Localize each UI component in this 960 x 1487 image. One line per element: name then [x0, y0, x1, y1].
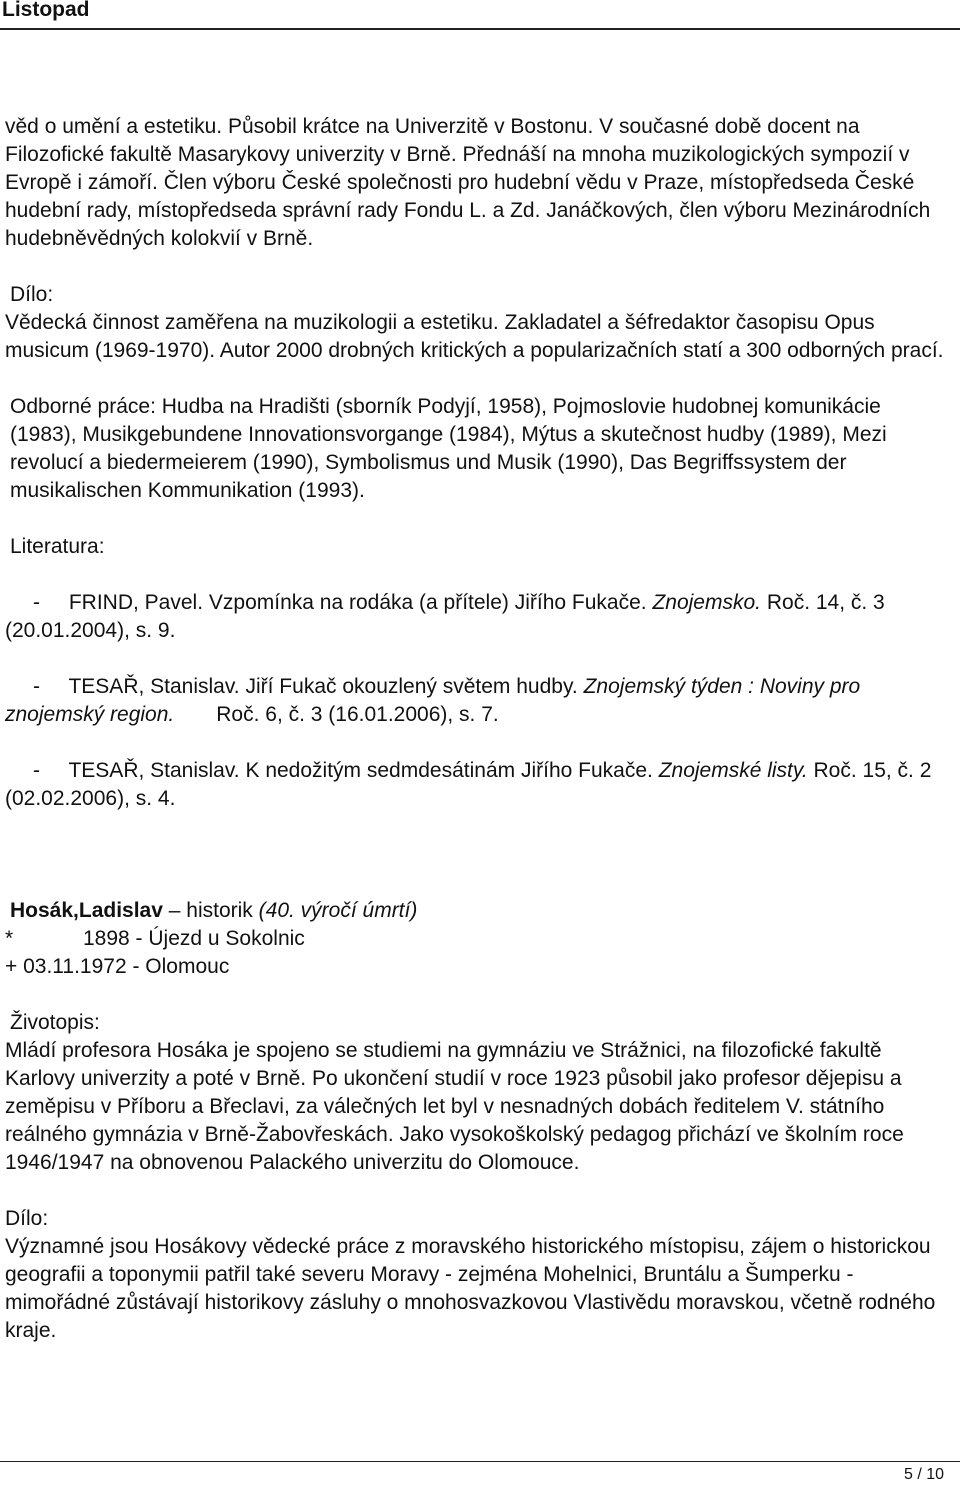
person-role: historik: [186, 899, 253, 922]
lit-source: Znojemské listy.: [658, 759, 808, 782]
literature-item: [5, 757, 949, 813]
list-dash: -: [33, 759, 40, 782]
literatura-label: Literatura:: [10, 535, 105, 558]
lit-source: Znojemský týden : Noviny pro znojemský region.: [5, 675, 861, 726]
footer-divider: [0, 1461, 960, 1462]
page-header-title: Listopad: [2, 0, 90, 21]
lit-author: TESAŘ, Stanislav.: [68, 759, 240, 782]
person-name: Hosák,Ladislav: [10, 899, 163, 922]
dilo-label: Dílo:: [5, 1207, 49, 1230]
anniversary-note: (40. výročí úmrtí): [258, 899, 418, 922]
zivotopis-paragraph: Mládí profesora Hosáka je spojeno se studiemi na gymnáziu ve Strážnici, na filozofické fakultě Karlovy univerzity a poté v Brně. Po ukončení studií v roce 1923 působil jako profesor dějepisu a zeměpisu v Příboru a Břeclavi, za válečných let byl v nesnadných dobách ředitelem V. státního reálného gymnázia v Brně-Žabovřeskách. Jako vysokoškolský pedagog přichází ve školním roce 1946/1947 na obnovenou Palackého univerzitu do Olomouce.: [5, 1039, 904, 1174]
header-divider: [0, 28, 960, 30]
lit-title: K nedožitým sedmdesátinám Jiřího Fukače.: [245, 759, 653, 782]
death-line: + 03.11.1972 - Olomouc: [5, 955, 230, 978]
heading-dash: –: [168, 899, 181, 922]
zivotopis-label: Životopis:: [10, 1011, 100, 1034]
literature-item: [5, 673, 949, 729]
birth-mark: *: [5, 927, 14, 950]
lit-title: Vzpomínka na rodáka (a přítele) Jiřího Fukače.: [208, 591, 647, 614]
list-dash: -: [33, 591, 40, 614]
dilo-paragraph: Vědecká činnost zaměřena na muzikologii a estetiku. Zakladatel a šéfredaktor časopisu Opus musicum (1969-1970). Autor 2000 drobných kritických a popularizačních statí a 300 odborných prací.: [5, 311, 944, 362]
dilo-label: Dílo:: [10, 283, 54, 306]
dilo-paragraph: Významné jsou Hosákovy vědecké práce z moravského historického místopisu, zájem o historickou geografii a toponymii patřil také severu Moravy - zejména Mohelnici, Bruntálu a Šumperku - mimořádné zůstávají historikovy zásluhy o mnohosvazkovou Vlastivědu moravskou, včetně rodného kraje.: [5, 1235, 936, 1342]
birth-line: [5, 925, 949, 953]
lit-source: Znojemsko.: [652, 591, 761, 614]
lit-title: Jiří Fukač okouzlený světem hudby.: [245, 675, 578, 698]
page-number: 5 / 10: [903, 1466, 944, 1483]
literature-item: [5, 589, 949, 645]
list-dash: -: [33, 675, 40, 698]
lit-author: TESAŘ, Stanislav.: [68, 675, 240, 698]
lit-rest: Roč. 15, č. 2 (02.02.2006), s. 4.: [5, 759, 932, 810]
lit-rest: Roč. 14, č. 3 (20.01.2004), s. 9.: [5, 591, 885, 642]
birth-info: 1898 - Újezd u Sokolnic: [83, 927, 305, 950]
lit-author: FRIND, Pavel.: [68, 591, 204, 614]
odborne-prace-paragraph: Odborné práce: Hudba na Hradišti (sborník Podyjí, 1958), Pojmoslovie hudobnej komunikácie (1983), Musikgebundene Innovationsvorgange (1984), Mýtus a skutečnost hudby (1989), Mezi revolucí a biedermeierem (1990), Symbolismus und Musik (1990), Das Begriffssystem der musikalischen Kommunikation (1993).: [10, 395, 887, 502]
person-heading: [5, 897, 949, 925]
biography-paragraph: věd o umění a estetiku. Působil krátce na Univerzitě v Bostonu. V současné době docent na Filozofické fakultě Masarykovy univerzity v Brně. Přednáší na mnoha muzikologických sympozií v Evropě i zámoří. Člen výboru České společnosti pro hudební vědu v Praze, místopředseda České hudební rady, místopředseda správní rady Fondu L. a Zd. Janáčkových, člen výboru Mezinárodních hudebněvědných kolokvií v Brně.: [5, 115, 931, 250]
article-body: [5, 113, 949, 1345]
lit-rest: Roč. 6, č. 3 (16.01.2006), s. 7.: [216, 703, 499, 726]
